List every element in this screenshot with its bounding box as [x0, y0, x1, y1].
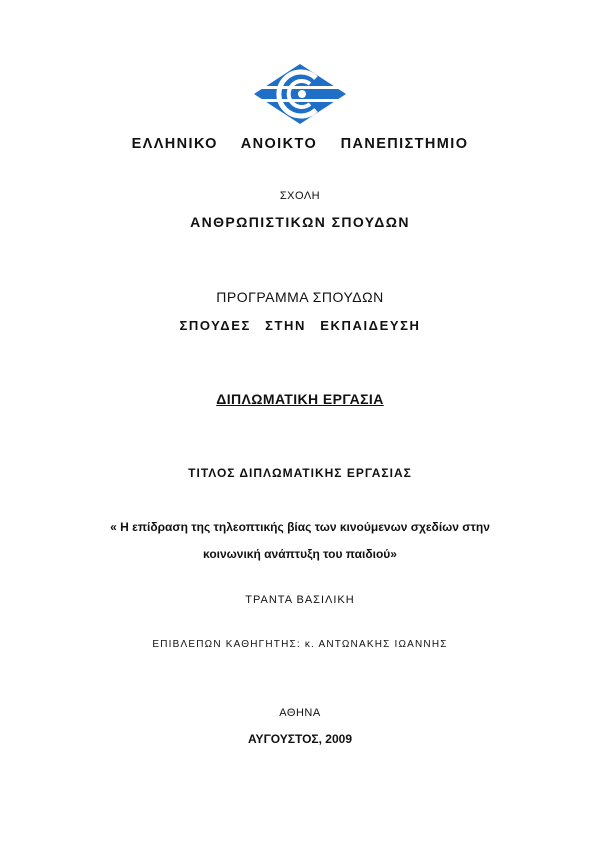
thesis-title-label: ΤΙΤΛΟΣ ΔΙΠΛΩΜΑΤΙΚΗΣ ΕΡΓΑΣΙΑΣ [188, 466, 412, 480]
document-type-heading: ΔΙΠΛΩΜΑΤΙΚΗ ΕΡΓΑΣΙΑ [216, 391, 384, 407]
university-logo-icon [252, 62, 348, 126]
date: ΑΥΓΟΥΣΤΟΣ, 2009 [247, 732, 352, 746]
author-name: ΤΡΑΝΤΑ ΒΑΣΙΛΙΚΗ [245, 594, 355, 606]
city: ΑΘΗΝΑ [279, 707, 321, 719]
supervisor-line: ΕΠΙΒΛΕΠΩΝ ΚΑΘΗΓΗΤΗΣ: κ. ΑΝΤΩΝΑΚΗΣ ΙΩΑΝΝΗΣ [152, 639, 448, 650]
university-name: ΕΛΛΗΝΙΚΟ ΑΝΟΙΚΤΟ ΠΑΝΕΠΙΣΤΗΜΙΟ [131, 136, 469, 152]
school-name: ΑΝΘΡΩΠΙΣΤΙΚΩΝ ΣΠΟΥΔΩΝ [190, 214, 410, 230]
program-label: ΠΡΟΓΡΑΜΜΑ ΣΠΟΥΔΩΝ [216, 289, 384, 305]
school-label: ΣΧΟΛΗ [279, 190, 321, 202]
program-name: ΣΠΟΥΔΕΣ ΣΤΗΝ ΕΚΠΑΙΔΕΥΣΗ [179, 318, 421, 333]
thesis-title-line-1: « Η επίδραση της τηλεοπτικής βίας των κινούμενων σχεδίων στην [110, 520, 490, 534]
thesis-title-line-2: κοινωνική ανάπτυξη του παιδιού» [203, 547, 397, 561]
